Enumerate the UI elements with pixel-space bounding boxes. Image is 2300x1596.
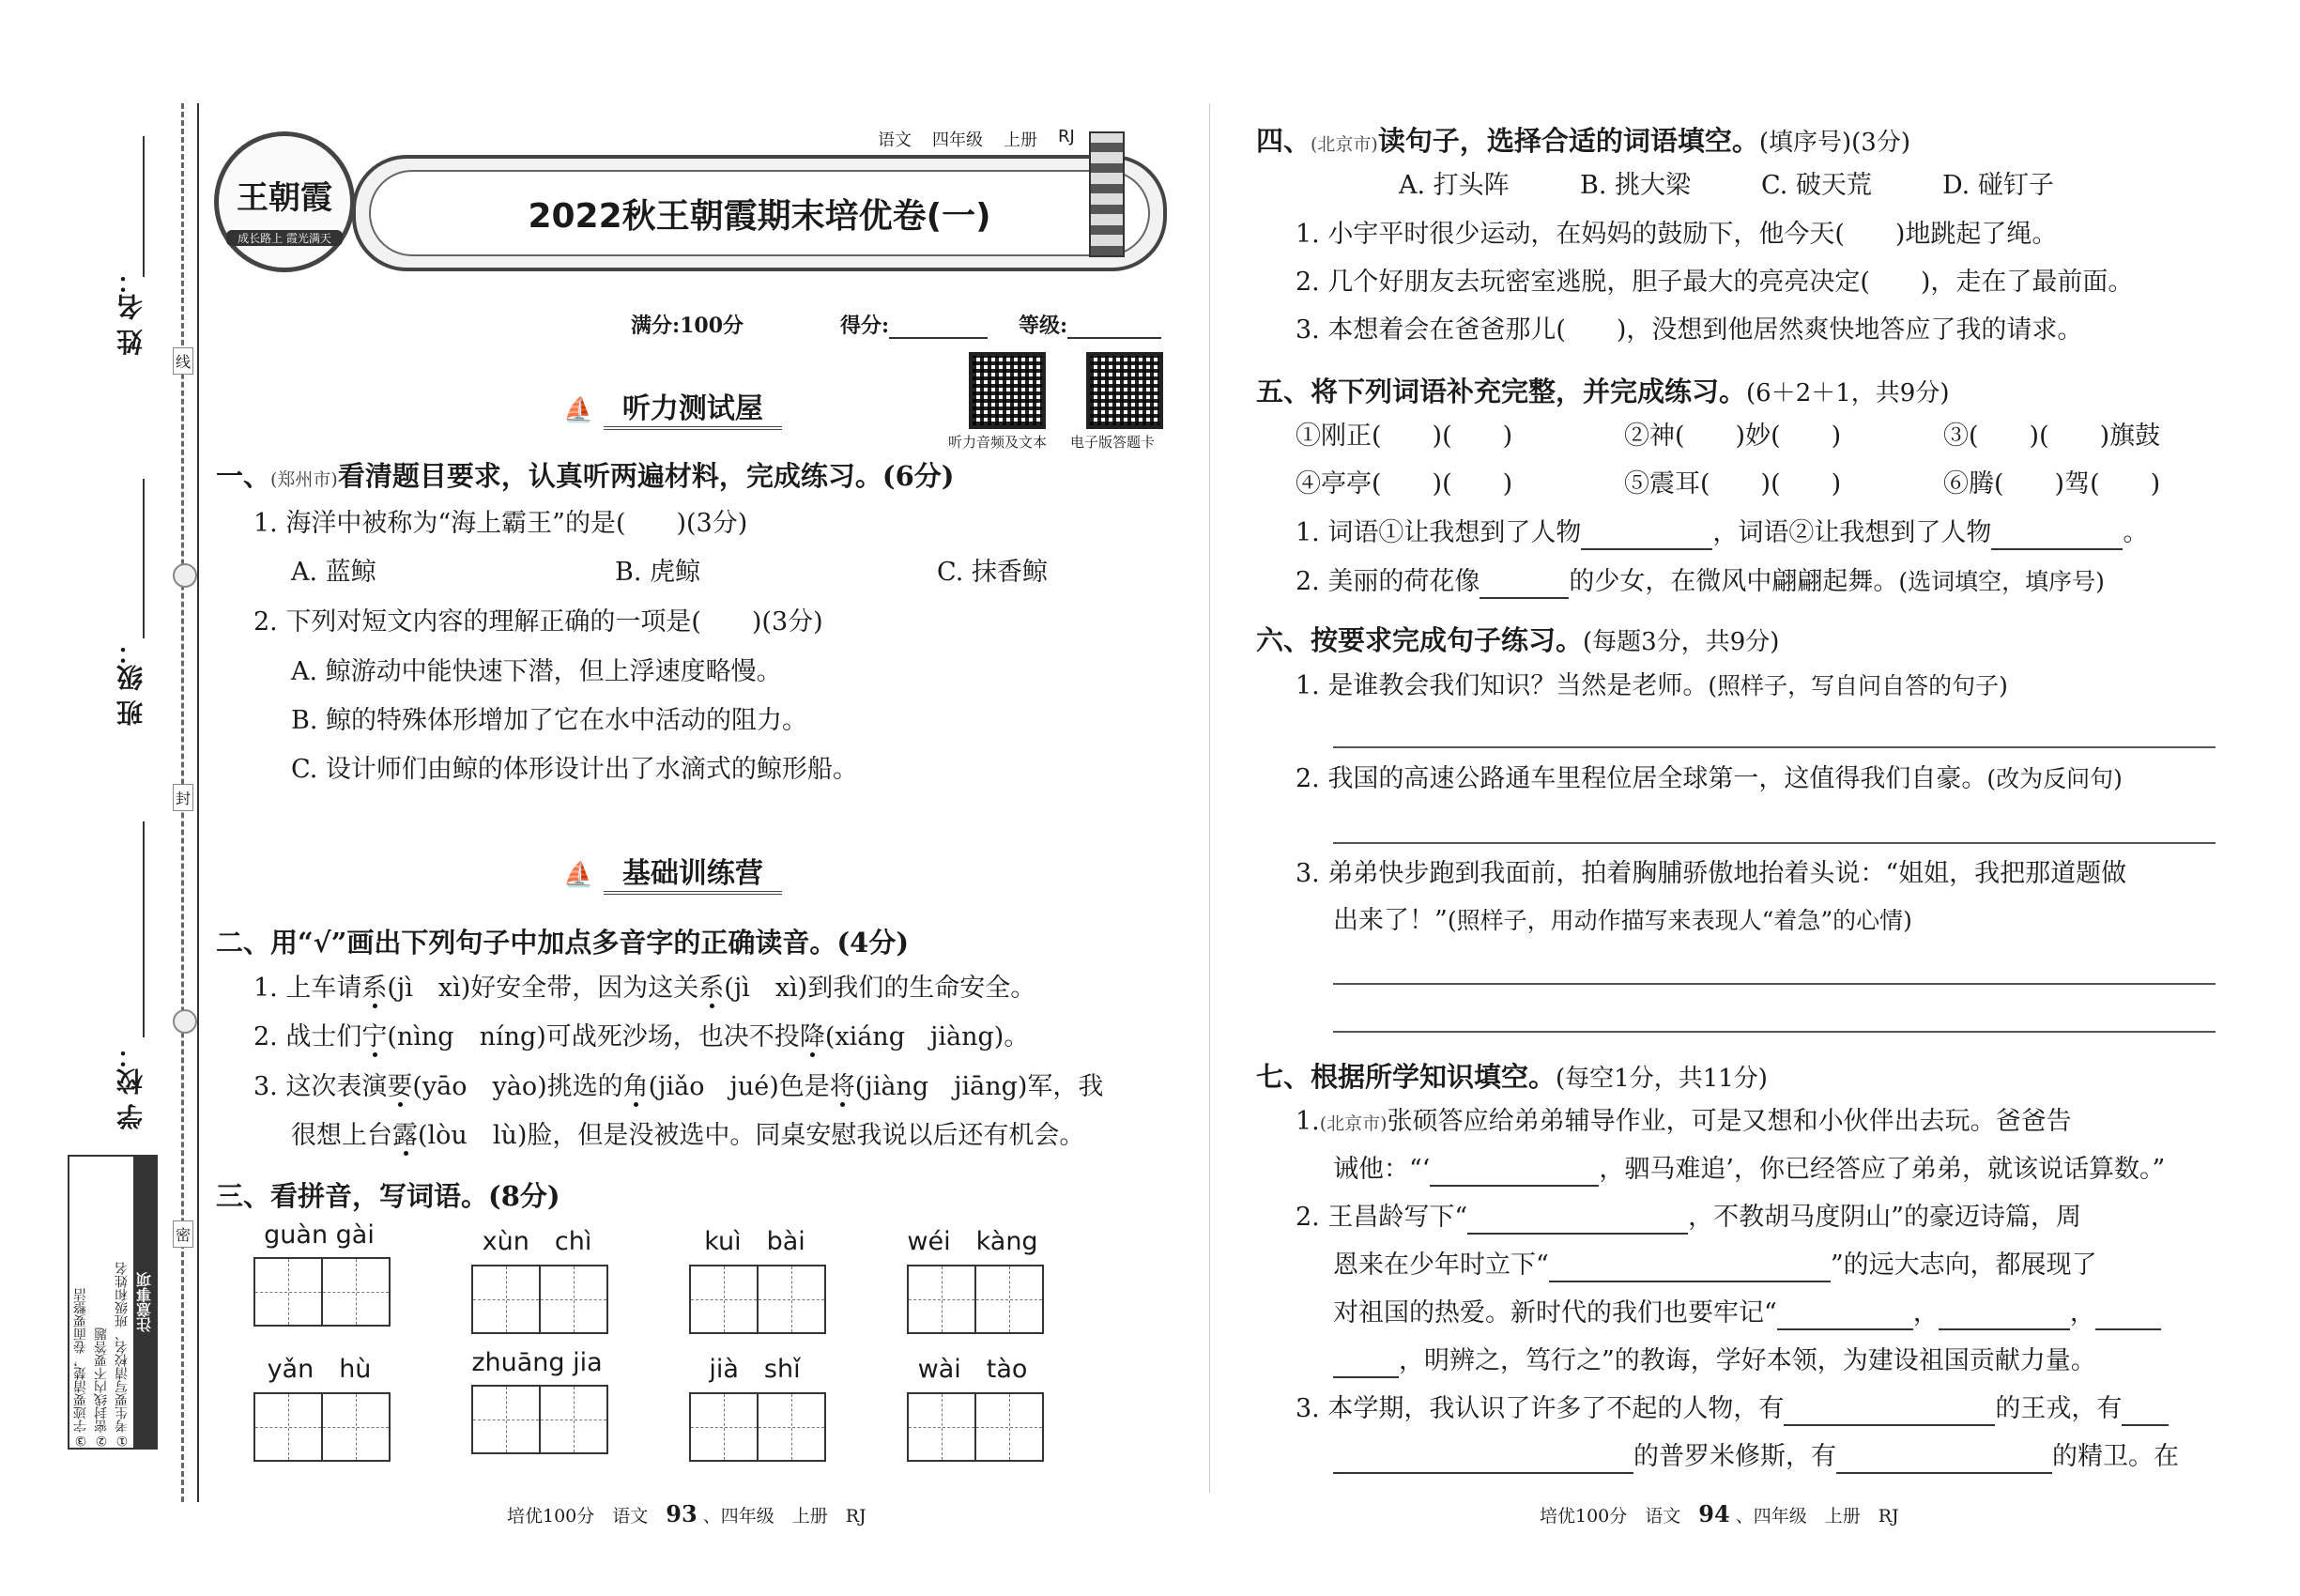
q7-l3: 2. 王昌龄写下“ ，不教胡马度阴山”的豪迈诗篇，周 [1296, 1201, 2081, 1235]
q7-l8: 的普罗米修斯，有 的精卫。在 [1333, 1440, 2179, 1474]
q1-sub1-opt-a[interactable]: A. 蓝鲸 [291, 558, 376, 587]
logo-icon [214, 131, 355, 272]
q6-s3-line2: 出来了！”(照样子，用动作描写来表现人“着急”的心情) [1333, 906, 1912, 935]
q1-sub2-opt-b[interactable]: B. 鲸的特殊体形增加了它在水中活动的阻力。 [291, 706, 808, 735]
writing-cell[interactable] [321, 1392, 391, 1462]
pinyin-group [907, 1220, 1042, 1334]
answer-blank[interactable] [1480, 571, 1569, 599]
answer-blank[interactable] [1836, 1446, 2052, 1474]
answer-line[interactable] [1333, 1031, 2216, 1033]
left-footer: 培优100分 语文 93 、四年级 上册 RJ [507, 1500, 866, 1527]
writing-cell[interactable] [907, 1265, 976, 1334]
q5-word-6: ⑥腾( )驾( ) [1943, 469, 2161, 499]
pinyin-label: kuì bài [704, 1227, 805, 1256]
answer-line[interactable] [1333, 746, 2216, 748]
q4-opt-a[interactable]: A. 打头阵 [1399, 171, 1510, 200]
q1-sub1-opt-b[interactable]: B. 虎鲸 [615, 558, 701, 587]
writing-cell[interactable] [757, 1265, 826, 1334]
name-label: 姓 名： [115, 268, 146, 356]
writing-cell[interactable] [974, 1392, 1044, 1462]
q1-sub1-opt-c[interactable]: C. 抹香鲸 [937, 558, 1048, 587]
writing-cell[interactable] [689, 1265, 759, 1334]
right-footer: 培优100分 语文 94 、四年级 上册 RJ [1540, 1500, 1899, 1527]
q6-heading: 六、按要求完成句子练习。(每题3分，共9分) [1256, 624, 1780, 656]
q7-l7: 3. 本学期，我认识了许多了不起的人物，有 的王戎，有 [1296, 1392, 2169, 1426]
sailboat-icon: ⛵ [563, 396, 594, 424]
notice-box [68, 1155, 158, 1450]
title-banner [352, 155, 1167, 271]
q6-s3-line1: 3. 弟弟快步跑到我面前，拍着胸脯骄傲地抬着头说：“姐姐，我把那道题做 [1296, 859, 2127, 888]
pinyin-label: wài tào [917, 1355, 1028, 1384]
seal-mark-mi: 密 [173, 1220, 193, 1248]
q5-word-4: ④亭亭( )( ) [1296, 469, 1513, 499]
pinyin-label: zhuāng jia [471, 1348, 603, 1377]
answer-blank[interactable] [2095, 1302, 2161, 1330]
answer-blank[interactable] [1467, 1206, 1688, 1235]
q4-opt-c[interactable]: C. 破天荒 [1761, 171, 1872, 200]
writing-cell[interactable] [757, 1392, 826, 1462]
class-field[interactable] [143, 479, 145, 638]
q5-word-2: ②神( )妙( ) [1624, 422, 1842, 451]
q7-l1: 1.(北京市)张硕答应给弟弟辅导作业，可是又想和小伙伴出去玩。爸爸告 [1296, 1107, 2072, 1136]
q7-l6: ，明辨之，笃行之”的教诲，学好本领，为建设祖国贡献力量。 [1333, 1344, 2096, 1378]
sailboat-icon: ⛵ [563, 861, 594, 889]
pinyin-label: xùn chì [482, 1227, 592, 1256]
q4-s2: 2. 几个好朋友去玩密室逃脱，胆子最大的亮亮决定( )，走在了最前面。 [1296, 268, 2134, 297]
tag-grade: 四年级 [932, 130, 983, 150]
section-basic: ⛵ 基础训练营 [563, 850, 782, 895]
page-number: 93 [666, 1500, 698, 1527]
seal-mark-xian: 线 [173, 347, 193, 375]
pinyin-group [471, 1220, 606, 1334]
q2-line3: 3. 这次表演要(yāo yào)挑选的角(jiǎo jué)色是将(jiàng jiāng)军，我 [253, 1072, 1104, 1101]
notice-item: ②密封线内不要答题 [94, 1327, 109, 1448]
lighthouse-icon [1089, 131, 1125, 257]
q4-opt-d[interactable]: D. 碰钉子 [1942, 171, 2054, 200]
answer-line[interactable] [1333, 842, 2216, 844]
binding-hole-icon [173, 1009, 197, 1034]
q2-heading: 二、用“√”画出下列句子中加点多音字的正确读音。(4分) [216, 927, 910, 959]
pinyin-group [907, 1348, 1042, 1462]
full-score: 满分:100分 [631, 314, 744, 338]
qr-code-icon[interactable] [1086, 352, 1163, 429]
writing-cell[interactable] [471, 1265, 541, 1334]
q2-line4: 很想上台露(lòu lù)脸，但是没被选中。同桌安慰我说以后还有机会。 [291, 1121, 1085, 1150]
answer-blank[interactable] [1777, 1302, 1913, 1330]
answer-blank[interactable] [1333, 1446, 1633, 1474]
q4-s1: 1. 小宇平时很少运动，在妈妈的鼓励下，他今天( )地跳起了绳。 [1296, 220, 2058, 249]
pinyin-label: guàn gài [264, 1220, 375, 1250]
pinyin-group [471, 1348, 606, 1454]
q1-sub1: 1. 海洋中被称为“海上霸王”的是( )(3分) [253, 509, 748, 538]
binding-hole-icon [173, 563, 197, 588]
q1-heading: 一、(郑州市)看清题目要求，认真听两遍材料，完成练习。(6分) [216, 460, 955, 492]
answer-blank[interactable] [1549, 1254, 1831, 1282]
q2-line2: 2. 战士们宁(nìng níng)可战死沙场，也决不投降(xiáng jiàng)。 [253, 1022, 1030, 1051]
name-field[interactable] [143, 136, 145, 277]
answer-blank[interactable] [1581, 522, 1712, 550]
q5-word-3: ③( )( )旗鼓 [1943, 422, 2161, 451]
page-divider [1209, 103, 1210, 1493]
answer-blank[interactable] [1430, 1159, 1599, 1187]
answer-blank[interactable] [1991, 522, 2123, 550]
q7-l5: 对祖国的热爱。新时代的我们也要牢记“ ， ， [1333, 1297, 2161, 1330]
q2-line1: 1. 上车请系(jì xì)好安全带，因为这关系(jì xì)到我们的生命安全。 [253, 974, 1036, 1003]
q5-s2: 2. 美丽的荷花像 的少女，在微风中翩翩起舞。(选词填空，填序号) [1296, 565, 2105, 599]
answer-blank[interactable] [2122, 1398, 2169, 1426]
margin-border [197, 103, 199, 1502]
pinyin-label: jià shǐ [709, 1355, 801, 1384]
q7-l2: 诫他：“‘ ，驷马难追’，你已经答应了弟弟，就该说话算数。” [1333, 1153, 2165, 1187]
q5-word-5: ⑤震耳( )( ) [1624, 469, 1842, 499]
q7-heading: 七、根据所学知识填空。(每空1分，共11分) [1256, 1061, 1768, 1093]
q1-sub2-opt-a[interactable]: A. 鲸游动中能快速下潜，但上浮速度略慢。 [291, 657, 782, 686]
qr2-caption: 电子版答题卡 [1070, 434, 1156, 451]
q6-s2: 2. 我国的高速公路通车里程位居全球第一，这值得我们自豪。(改为反问句) [1296, 764, 2123, 793]
writing-cell[interactable] [253, 1392, 323, 1462]
q3-heading: 三、看拼音，写词语。(8分) [216, 1180, 560, 1212]
page-number: 94 [1698, 1500, 1730, 1527]
score-field[interactable] [889, 311, 988, 339]
q6-s1: 1. 是谁教会我们知识？当然是老师。(照样子，写自问自答的句子) [1296, 671, 2008, 700]
q5-word-1: ①刚正( )( ) [1296, 422, 1513, 451]
q1-sub2-opt-c[interactable]: C. 设计师们由鲸的体形设计出了水滴式的鲸形船。 [291, 755, 858, 784]
section-listening: ⛵ 听力测试屋 [563, 385, 782, 430]
writing-cell[interactable] [471, 1385, 541, 1454]
notice-item: ③字迹要清楚，卷面要整洁 [73, 1288, 88, 1448]
qr1-caption: 听力音频及文本 [948, 434, 1048, 451]
q5-heading: 五、将下列词语补充完整，并完成练习。(6＋2＋1，共9分) [1256, 376, 1950, 407]
tag-edition: RJ [1058, 127, 1075, 146]
logo-slogan: 成长路上 霞光满天 [226, 230, 343, 246]
pinyin-label: yǎn hù [267, 1355, 372, 1384]
header-tags [878, 127, 1075, 151]
score-label: 得分: [840, 310, 988, 339]
tag-volume: 上册 [1004, 130, 1037, 150]
writing-cell[interactable] [539, 1385, 608, 1454]
notice-title: 注意事项 [133, 1157, 156, 1448]
q7-l4: 恩来在少年时立下“ ”的远大志向，都展现了 [1333, 1249, 2097, 1282]
q4-opt-b[interactable]: B. 挑大梁 [1580, 171, 1692, 200]
qr-code-icon[interactable] [969, 352, 1046, 429]
class-label: 班 级： [115, 638, 146, 727]
pinyin-group [253, 1348, 389, 1462]
writing-cell[interactable] [321, 1257, 391, 1327]
writing-cell[interactable] [253, 1257, 323, 1327]
grade-field[interactable] [1067, 311, 1161, 339]
answer-blank[interactable] [1939, 1302, 2070, 1330]
answer-blank[interactable] [1333, 1350, 1399, 1378]
pinyin-group [689, 1348, 824, 1462]
q4-heading: 四、(北京市)读句子，选择合适的词语填空。(填序号)(3分) [1256, 125, 1910, 157]
answer-blank[interactable] [1784, 1398, 1995, 1426]
writing-cell[interactable] [974, 1265, 1044, 1334]
tag-subject: 语文 [878, 130, 912, 150]
school-field[interactable] [143, 821, 145, 1037]
q1-sub2: 2. 下列对短文内容的理解正确的一项是( )(3分) [253, 607, 823, 637]
answer-line[interactable] [1333, 983, 2216, 985]
pinyin-group [253, 1220, 389, 1327]
pinyin-label: wéi kàng [907, 1227, 1038, 1256]
writing-cell[interactable] [539, 1265, 608, 1334]
page-title: 2022秋王朝霞期末培优卷(一) [528, 197, 991, 236]
q5-s1: 1. 词语①让我想到了人物 ，词语②让我想到了人物 。 [1296, 516, 2148, 550]
pinyin-group [689, 1220, 824, 1334]
writing-cell[interactable] [689, 1392, 759, 1462]
grade-label: 等级: [1019, 310, 1161, 339]
notice-item: ①考生要写清校名、班级和姓名 [115, 1262, 130, 1448]
logo-text: 王朝霞 [237, 179, 332, 217]
writing-cell[interactable] [907, 1392, 976, 1462]
q4-s3: 3. 本想着会在爸爸那儿( )，没想到他居然爽快地答应了我的请求。 [1296, 315, 2083, 345]
seal-mark-feng: 封 [173, 784, 193, 811]
school-label: 学 校： [115, 1042, 146, 1130]
